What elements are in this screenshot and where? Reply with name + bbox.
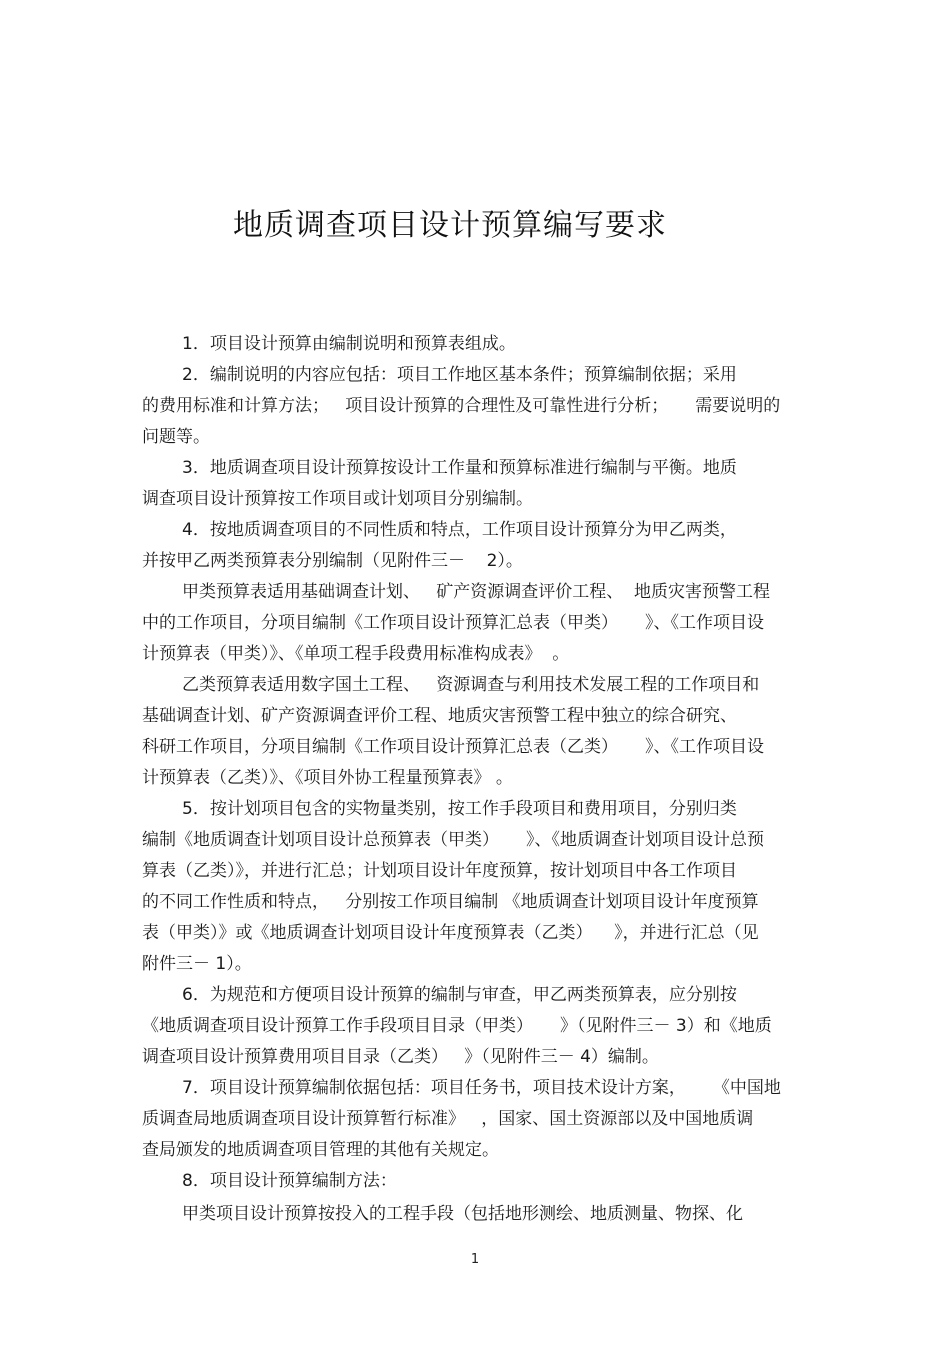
paragraph-line: 调查项目设计预算按工作项目或计划项目分别编制。 [142, 489, 533, 509]
paragraph-line: 基础调查计划、矿产资源调查评价工程、地质灾害预警工程中独立的综合研究、 [142, 706, 737, 726]
paragraph-line: 3．地质调查项目设计预算按设计工作量和预算标准进行编制与平衡。地质 [182, 458, 737, 478]
paragraph-line: 算表（乙类）》，并进行汇总；计划项目设计年度预算，按计划项目中各工作项目 [142, 861, 737, 881]
paragraph-line: 科研工作项目，分项目编制《工作项目设计预算汇总表（乙类） 》、《工作项目设 [142, 737, 765, 757]
paragraph-line: 计预算表（甲类）》、《单项工程手段费用标准构成表》 。 [142, 644, 570, 664]
paragraph-line: 质调查局地质调查项目设计预算暂行标准》 ，国家、国土资源部以及中国地质调 [142, 1109, 754, 1129]
paragraph-line: 6．为规范和方便项目设计预算的编制与审查，甲乙两类预算表，应分别按 [182, 985, 737, 1005]
paragraph-line: 4．按地质调查项目的不同性质和特点，工作项目设计预算分为甲乙两类， [182, 520, 737, 540]
paragraph-line: 中的工作项目，分项目编制《工作项目设计预算汇总表（甲类） 》、《工作项目设 [142, 613, 765, 633]
paragraph-line: 附件三－ 1）。 [142, 954, 252, 974]
paragraph-line: 编制《地质调查计划项目设计总预算表（甲类） 》、《地质调查计划项目设计总预 [142, 830, 765, 850]
paragraph-line: 8．项目设计预算编制方法： [182, 1171, 397, 1191]
paragraph-line: 2．编制说明的内容应包括：项目工作地区基本条件；预算编制依据；采用 [182, 365, 737, 385]
paragraph-line: 5．按计划项目包含的实物量类别，按工作手段项目和费用项目，分别归类 [182, 799, 737, 819]
paragraph-line: 的不同工作性质和特点， 分别按工作项目编制 《地质调查计划项目设计年度预算 [142, 892, 759, 912]
paragraph-line: 问题等。 [142, 427, 210, 447]
paragraph-line: 7．项目设计预算编制依据包括：项目任务书，项目技术设计方案， 《中国地 [182, 1078, 781, 1098]
paragraph-line: 《地质调查项目设计预算工作手段项目目录（甲类） 》（见附件三－ 3）和《地质 [142, 1016, 772, 1036]
paragraph-line: 甲类项目设计预算按投入的工程手段（包括地形测绘、地质测量、物探、化 [182, 1204, 743, 1224]
paragraph-line: 表（甲类）》或《地质调查计划项目设计年度预算表（乙类） 》，并进行汇总（见 [142, 923, 759, 943]
paragraph-line: 并按甲乙两类预算表分别编制（见附件三－ 2）。 [142, 551, 523, 571]
paragraph-line: 甲类预算表适用基础调查计划、 矿产资源调查评价工程、 地质灾害预警工程 [182, 582, 771, 602]
paragraph-line: 1．项目设计预算由编制说明和预算表组成。 [182, 334, 516, 354]
paragraph-line: 计预算表（乙类）》、《项目外协工程量预算表》 。 [142, 768, 513, 788]
paragraph-line: 乙类预算表适用数字国土工程、 资源调查与利用技术发展工程的工作项目和 [182, 675, 760, 695]
page-number: 1 [470, 1252, 480, 1267]
paragraph-line: 调查项目设计预算费用项目目录（乙类） 》（见附件三－ 4）编制。 [142, 1047, 659, 1067]
paragraph-line: 的费用标准和计算方法； 项目设计预算的合理性及可靠性进行分析； 需要说明的 [142, 396, 781, 416]
document-title: 地质调查项目设计预算编写要求 [233, 208, 667, 243]
paragraph-line: 查局颁发的地质调查项目管理的其他有关规定。 [142, 1140, 499, 1160]
